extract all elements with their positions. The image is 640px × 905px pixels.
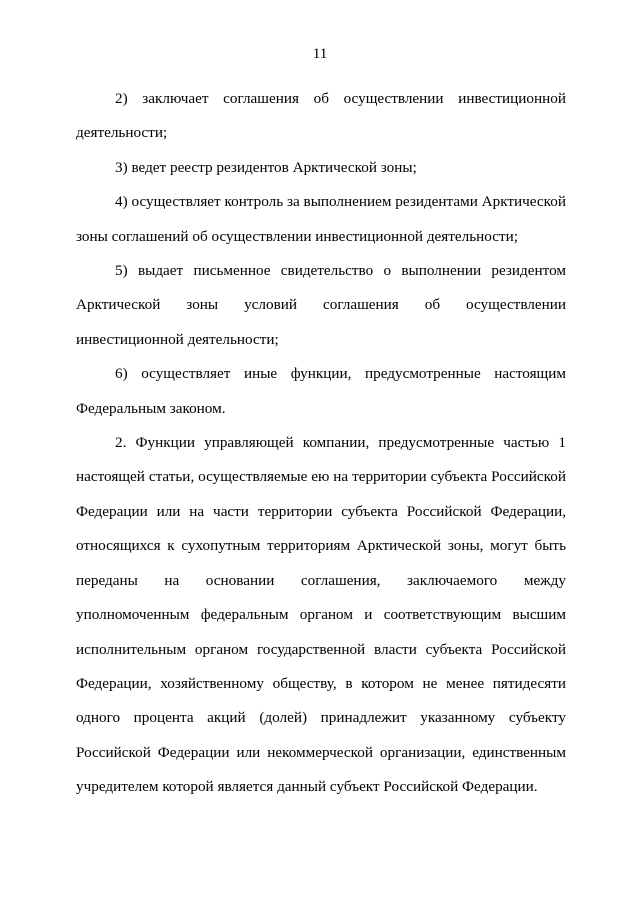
paragraph-item-2: 2) заключает соглашения об осуществлении инвестиционной деятельности; — [76, 90, 566, 142]
document-body — [76, 82, 566, 805]
paragraph-part-2: 2. Функции управляющей компании, предусмотренные частью 1 настоящей статьи, осуществляемые ею на территории субъекта Российской Федерации или на части территории субъекта Российской Федерации, относящихся к сухопутным территориям Арктической зоны, могут быть переданы на основании соглашения, заключаемого между уполномоченным федеральным органом и соответствующим высшим исполнительным органом государственной власти субъекта Российской Федерации, хозяйственному обществу, в котором не менее пятидесяти одного процента акций (долей) принадлежит указанному субъекту Российской Федерации или некоммерческой организации, единственным учредителем которой является данный субъект Российской Федерации. — [76, 434, 566, 796]
paragraph-item-3: 3) ведет реестр резидентов Арктической зоны; — [115, 158, 417, 176]
paragraph-item-6: 6) осуществляет иные функции, предусмотренные настоящим Федеральным законом. — [76, 365, 566, 417]
paragraph-item-5: 5) выдает письменное свидетельство о выполнении резидентом Арктической зоны условий соглашения об осуществлении инвестиционной деятельности; — [76, 262, 566, 348]
page-number: 11 — [312, 45, 328, 62]
paragraph-item-4: 4) осуществляет контроль за выполнением резидентами Арктической зоны соглашений об осуществлении инвестиционной деятельности; — [76, 193, 566, 245]
